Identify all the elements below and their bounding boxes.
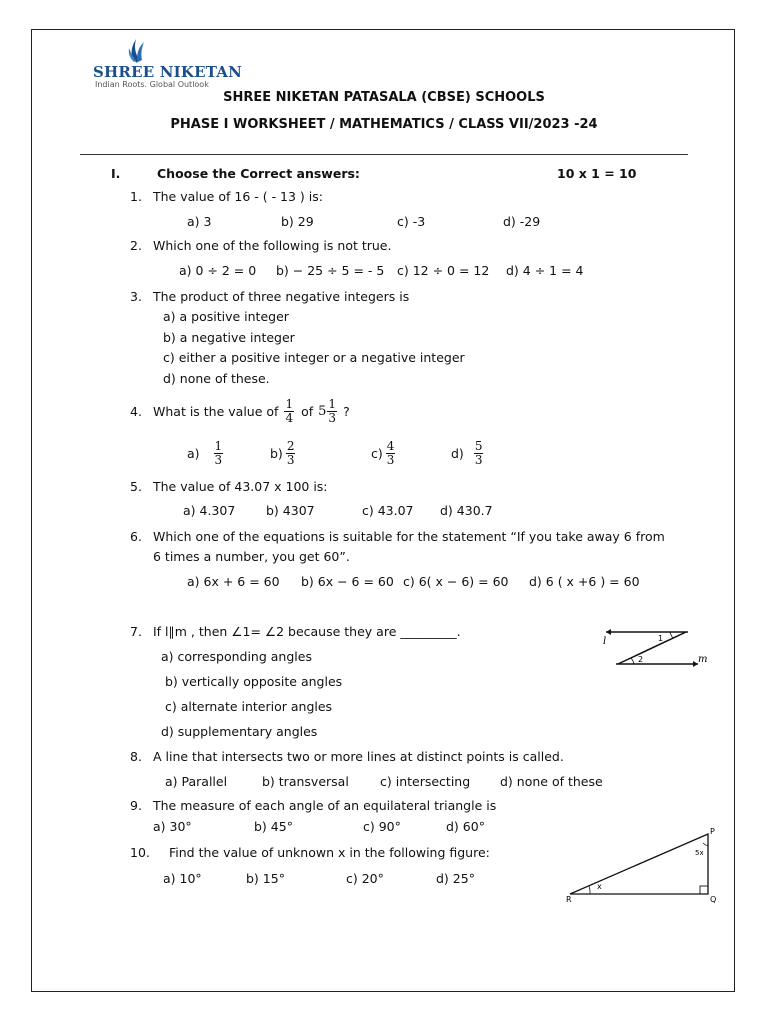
q9-option-a: a) 30° bbox=[153, 819, 192, 834]
q5-number: 5. bbox=[130, 479, 142, 494]
q2-number: 2. bbox=[130, 238, 142, 253]
q5-option-b: b) 4307 bbox=[266, 503, 315, 518]
q4-option-c-fraction: $\frac{4}{3}$ bbox=[386, 438, 395, 467]
q6-option-a: a) 6x + 6 = 60 bbox=[187, 574, 280, 589]
q7-angle-2-label: 2 bbox=[638, 655, 644, 664]
q10-option-b: b) 15° bbox=[246, 871, 285, 886]
q10-right-triangle-figure bbox=[562, 822, 722, 908]
q4-option-d-fraction: $\frac{5}{3}$ bbox=[474, 438, 483, 467]
q8-number: 8. bbox=[130, 749, 142, 764]
q3-option-b: b) a negative integer bbox=[163, 330, 295, 345]
q6-number: 6. bbox=[130, 529, 142, 544]
q9-text: The measure of each angle of an equilateral triangle is bbox=[153, 798, 497, 813]
q7-line-m-label: m bbox=[698, 654, 708, 665]
section-title: Choose the Correct answers: bbox=[157, 166, 360, 181]
q4-option-a: a) $\frac{1}{3}$ bbox=[187, 438, 223, 467]
q4-fraction-one-quarter: $\frac{1}{4}$ bbox=[285, 396, 294, 425]
q10-vertex-r-label: R bbox=[566, 895, 572, 904]
q10-text: Find the value of unknown x in the following figure: bbox=[169, 845, 490, 860]
q2-option-b: b) − 25 ÷ 5 = - 5 bbox=[276, 263, 385, 278]
q3-option-c: c) either a positive integer or a negative integer bbox=[163, 350, 465, 365]
q10-angle-5x-label: 5x bbox=[695, 849, 704, 857]
q10-vertex-q-label: Q bbox=[710, 895, 717, 904]
q4-fraction-one-third: $\frac{1}{3}$ bbox=[328, 396, 337, 425]
q5-option-a: a) 4.307 bbox=[183, 503, 236, 518]
q10-option-d: d) 25° bbox=[436, 871, 475, 886]
logo-flame-icon bbox=[122, 35, 152, 65]
q1-option-b: b) 29 bbox=[281, 214, 314, 229]
q10-vertex-p-label: P bbox=[710, 827, 715, 836]
q7-option-b: b) vertically opposite angles bbox=[165, 674, 343, 689]
q7-line-l-label: l bbox=[603, 636, 607, 647]
q9-option-d: d) 60° bbox=[446, 819, 485, 834]
q8-option-c: c) intersecting bbox=[380, 774, 471, 789]
q1-option-d: d) -29 bbox=[503, 214, 541, 229]
q5-option-d: d) 430.7 bbox=[440, 503, 493, 518]
q1-option-c: c) -3 bbox=[397, 214, 426, 229]
q7-number: 7. bbox=[130, 624, 142, 639]
q3-number: 3. bbox=[130, 289, 142, 304]
q8-option-d: d) none of these bbox=[500, 774, 603, 789]
q8-option-a: a) Parallel bbox=[165, 774, 228, 789]
section-number: I. bbox=[111, 166, 121, 181]
q2-option-d: d) 4 ÷ 1 = 4 bbox=[506, 263, 584, 278]
logo-tagline: Indian Roots. Global Outlook bbox=[95, 80, 209, 89]
q9-option-b: b) 45° bbox=[254, 819, 293, 834]
q7-parallel-lines-figure bbox=[598, 622, 710, 672]
header-divider bbox=[80, 154, 688, 155]
q7-option-c: c) alternate interior angles bbox=[165, 699, 333, 714]
q2-text: Which one of the following is not true. bbox=[153, 238, 392, 253]
q4-number: 4. bbox=[130, 404, 142, 419]
q4-option-b: b) $\frac{2}{3}$ bbox=[270, 438, 295, 467]
q4-option-b-fraction: $\frac{2}{3}$ bbox=[286, 438, 295, 467]
q7-option-a: a) corresponding angles bbox=[161, 649, 312, 664]
q1-option-a: a) 3 bbox=[187, 214, 212, 229]
q1-number: 1. bbox=[130, 189, 142, 204]
section-marks: 10 x 1 = 10 bbox=[557, 166, 637, 181]
q6-option-d: d) 6 ( x +6 ) = 60 bbox=[529, 574, 640, 589]
q3-option-a: a) a positive integer bbox=[163, 309, 289, 324]
q10-option-a: a) 10° bbox=[163, 871, 202, 886]
q3-text: The product of three negative integers is bbox=[153, 289, 410, 304]
q8-option-b: b) transversal bbox=[262, 774, 349, 789]
school-title: SHREE NIKETAN PATASALA (CBSE) SCHOOLS bbox=[223, 90, 545, 105]
q4-option-d: d) $\frac{5}{3}$ bbox=[451, 438, 483, 467]
q5-option-c: c) 43.07 bbox=[362, 503, 414, 518]
q4-text-b: of bbox=[301, 403, 314, 419]
q6-option-b: b) 6x − 6 = 60 bbox=[301, 574, 394, 589]
q10-option-c: c) 20° bbox=[346, 871, 384, 886]
q9-option-c: c) 90° bbox=[363, 819, 401, 834]
q4-text-a: What is the value of bbox=[153, 403, 279, 419]
q4-whole-number: 5 bbox=[318, 403, 327, 419]
q5-text: The value of 43.07 x 100 is: bbox=[153, 479, 328, 494]
q4-option-a-fraction: $\frac{1}{3}$ bbox=[214, 438, 223, 467]
q10-angle-x-label: x bbox=[597, 882, 602, 891]
q6-option-c: c) 6( x − 6) = 60 bbox=[403, 574, 509, 589]
q7-text: If l∥m , then ∠1= ∠2 because they are _________. bbox=[153, 624, 461, 639]
q1-text: The value of 16 - ( - 13 ) is: bbox=[153, 189, 323, 204]
q4-question-mark: ? bbox=[343, 403, 350, 419]
q4-question bbox=[153, 394, 350, 428]
q8-text: A line that intersects two or more lines at distinct points is called. bbox=[153, 749, 564, 764]
q9-number: 9. bbox=[130, 798, 142, 813]
q7-angle-1-label: 1 bbox=[658, 634, 664, 643]
q7-option-d: d) supplementary angles bbox=[161, 724, 318, 739]
q6-text-line1: Which one of the equations is suitable for the statement “If you take away 6 from bbox=[153, 529, 665, 544]
q4-option-c: c) $\frac{4}{3}$ bbox=[371, 438, 395, 467]
q2-option-a: a) 0 ÷ 2 = 0 bbox=[179, 263, 257, 278]
q2-option-c: c) 12 ÷ 0 = 12 bbox=[397, 263, 490, 278]
logo-name: SHREE NIKETAN bbox=[93, 63, 243, 81]
worksheet-subtitle: PHASE I WORKSHEET / MATHEMATICS / CLASS VII/2023 -24 bbox=[170, 117, 598, 132]
q3-option-d: d) none of these. bbox=[163, 371, 270, 386]
q6-text-line2: 6 times a number, you get 60”. bbox=[153, 549, 350, 564]
q10-number: 10. bbox=[130, 845, 150, 860]
